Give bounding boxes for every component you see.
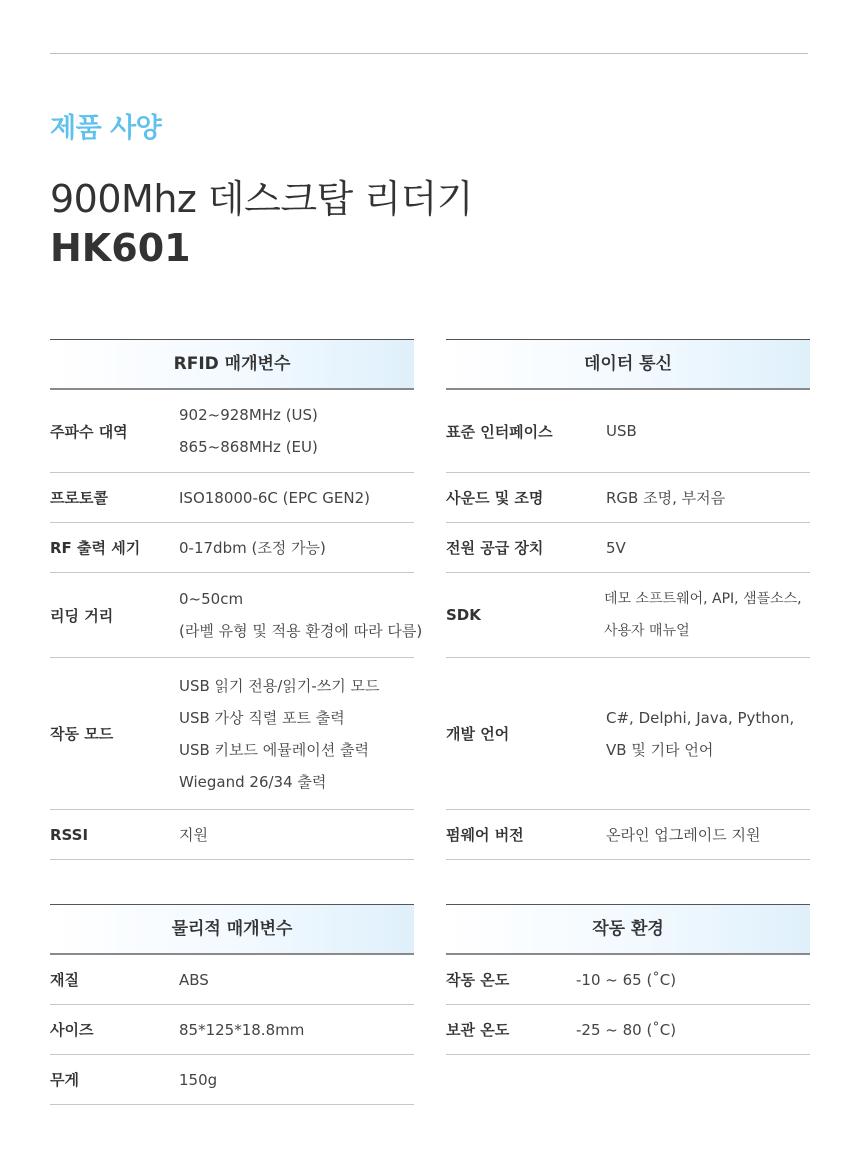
row-value: USB [606,422,637,440]
row-values [576,964,676,996]
row-value: 865~868MHz (EU) [179,438,318,456]
table-row [446,390,810,473]
row-label: 재질 [50,971,79,989]
row-values [606,532,626,564]
row-label: RSSI [50,825,89,844]
table-row [446,1005,810,1055]
operating-env-table [446,904,810,1055]
data-comm-heading: 데이터 통신 [446,339,810,390]
row-label: 사이즈 [50,1021,94,1039]
row-value: (라벨 유형 및 적용 환경에 따라 다름) [179,622,423,640]
row-values [576,1014,676,1046]
table-row [50,473,414,523]
table-row [50,1055,414,1105]
row-label: 작동 온도 [446,971,510,989]
row-values [179,532,326,564]
physical-params-table [50,904,414,1105]
row-value: USB 읽기 전용/읽기-쓰기 모드 [179,676,380,695]
row-values [606,415,637,447]
rfid-params-heading: RFID 매개변수 [50,339,414,390]
row-value: 902~928MHz (US) [179,406,318,424]
row-value: VB 및 기타 언어 [606,740,714,759]
row-label: 주파수 대역 [50,422,128,441]
row-value: 온라인 업그레이드 지원 [606,825,761,844]
row-value: -25 ~ 80 (˚C) [576,1020,677,1039]
table-row [446,810,810,860]
row-label: 표준 인터페이스 [446,422,553,441]
data-comm-table [446,339,810,860]
row-value: -10 ~ 65 (˚C) [576,970,677,989]
table-row [446,658,810,810]
row-value: USB 키보드 에뮬레이션 출력 [179,740,369,759]
row-value: RGB 조명, 부저음 [606,488,726,507]
row-values [606,702,794,766]
row-value: 데모 소프트웨어, API, 샘플소스, [604,591,802,607]
row-value: C#, Delphi, Java, Python, [606,708,795,727]
row-label: 개발 언어 [446,725,510,743]
row-value: 0-17dbm (조정 가능) [179,538,326,557]
row-label: 보관 온도 [446,1021,510,1039]
row-value: 0~50cm [179,590,244,608]
table-row [50,523,414,573]
table-row [446,523,810,573]
table-row [446,573,810,658]
row-label: 리딩 거리 [50,606,114,625]
row-values [179,482,370,514]
table-row [50,810,414,860]
physical-params-heading: 물리적 매개변수 [50,904,414,955]
row-value: ABS [179,970,209,989]
row-values [179,583,422,647]
row-label: 전원 공급 장치 [446,539,544,557]
row-values [179,399,318,463]
row-label: 작동 모드 [50,725,114,743]
row-label: SDK [446,606,481,624]
top-divider [50,53,808,54]
section-eyebrow: 제품 사양 [50,113,162,144]
row-value: 85*125*18.8mm [179,1020,305,1039]
row-values [179,670,379,798]
table-row [50,658,414,810]
row-values [604,583,802,647]
row-label: RF 출력 세기 [50,539,141,557]
row-label: 사운드 및 조명 [446,489,544,507]
table-row [50,955,414,1005]
row-value: 150g [179,1070,218,1089]
operating-env-heading: 작동 환경 [446,904,810,955]
row-label: 펌웨어 버전 [446,826,524,844]
row-values [179,1064,217,1096]
row-values [179,964,209,996]
table-row [50,1005,414,1055]
row-label: 프로토콜 [50,489,108,507]
row-value: ISO18000-6C (EPC GEN2) [179,488,371,507]
rfid-params-table [50,339,423,860]
row-value: 사용자 매뉴얼 [604,623,690,639]
row-value: USB 가상 직렬 포트 출력 [179,708,345,727]
table-row [446,473,810,523]
product-model: HK601 [50,226,191,270]
row-label: 무게 [50,1071,79,1089]
row-values [606,819,760,851]
table-row [446,955,810,1005]
table-row [50,390,414,473]
row-value: 지원 [179,825,208,844]
table-row [50,573,423,658]
row-values [606,482,725,514]
row-values [179,819,208,851]
product-title: 900Mhz 데스크탑 리더기 [50,177,473,221]
row-values [179,1014,304,1046]
row-value: Wiegand 26/34 출력 [179,772,327,791]
row-value: 5V [606,538,626,557]
